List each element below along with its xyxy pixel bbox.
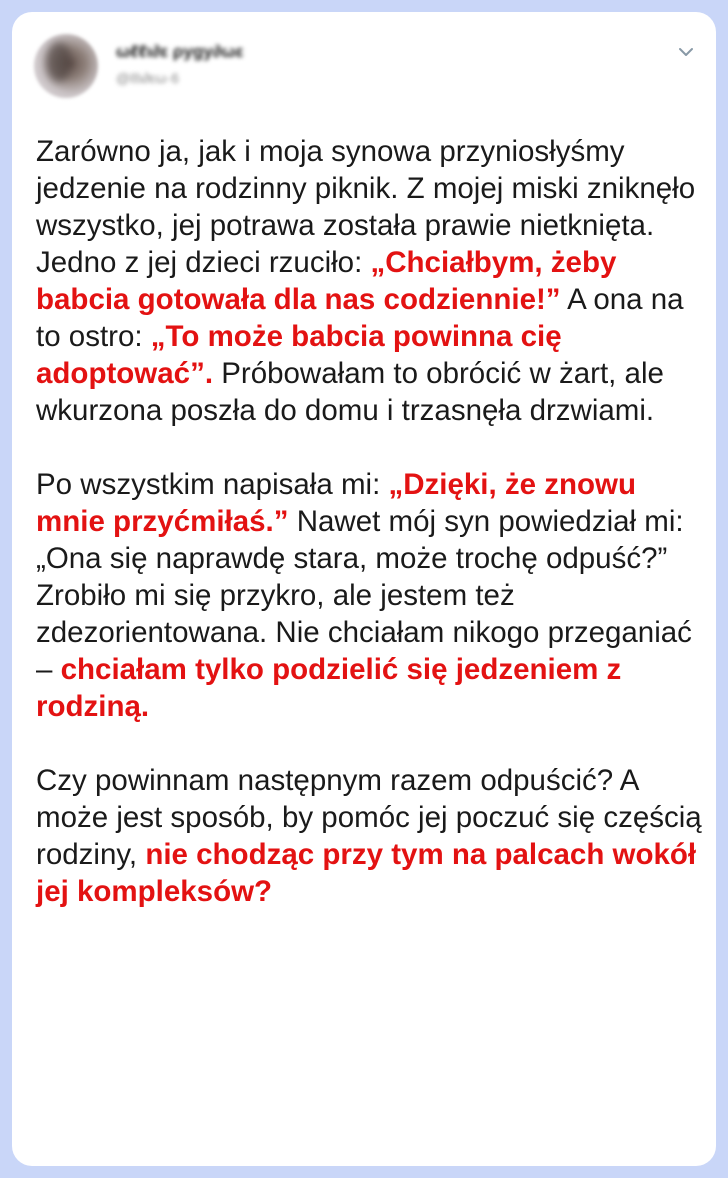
post-paragraph bbox=[36, 133, 704, 429]
highlighted-quote: „Dzięki, że znowu mnie przyćmiłaś.” bbox=[36, 468, 636, 538]
text-segment: Czy powinnam następnym razem odpuścić? A może jest sposób, by pomóc jej poczuć się częścią rodziny, bbox=[36, 764, 702, 871]
text-segment: Po wszystkim napisała mi: bbox=[36, 468, 389, 501]
text-segment: A ona na to ostro: bbox=[36, 283, 684, 353]
text-segment: Zarówno ja, jak i moja synowa przyniosłyśmy jedzenie na rodzinny piknik. Z mojej miski zniknęło wszystko, jej potrawa została prawie nietknięta. Jedno z jej dzieci rzuciło: bbox=[36, 135, 696, 279]
text-segment: Nawet mój syn powiedział mi: „Ona się naprawdę stara, może trochę odpuść?” Zrobiło mi się przykro, ale jestem też zdezorientowana. Nie chciałam nikogo przeganiać – bbox=[36, 505, 692, 686]
highlighted-phrase: nie chodząc przy tym na palcach wokół jej kompleksów? bbox=[36, 838, 697, 908]
highlighted-quote: „Chciałbym, żeby babcia gotowała dla nas codziennie!” bbox=[36, 246, 617, 316]
chevron-down-icon[interactable] bbox=[678, 46, 694, 58]
highlighted-quote: „To może babcia powinna cię adoptować”. bbox=[36, 320, 562, 390]
post-paragraph bbox=[36, 466, 704, 725]
post-paragraph bbox=[36, 762, 704, 910]
post-body bbox=[36, 133, 704, 910]
author-name[interactable]: ωℓℓι∂ε ρуgу∂ωε bbox=[116, 42, 244, 61]
text-segment: Próbowałam to obrócić w żart, ale wkurzona poszła do domu i trzasnęła drzwiami. bbox=[36, 357, 664, 427]
highlighted-phrase: chciałam tylko podzielić się jedzeniem z rodziną. bbox=[36, 653, 622, 723]
author-handle: @ℓℓι∂εω·6 bbox=[116, 70, 179, 86]
avatar-silhouette bbox=[46, 42, 72, 82]
post-card bbox=[12, 12, 716, 1166]
